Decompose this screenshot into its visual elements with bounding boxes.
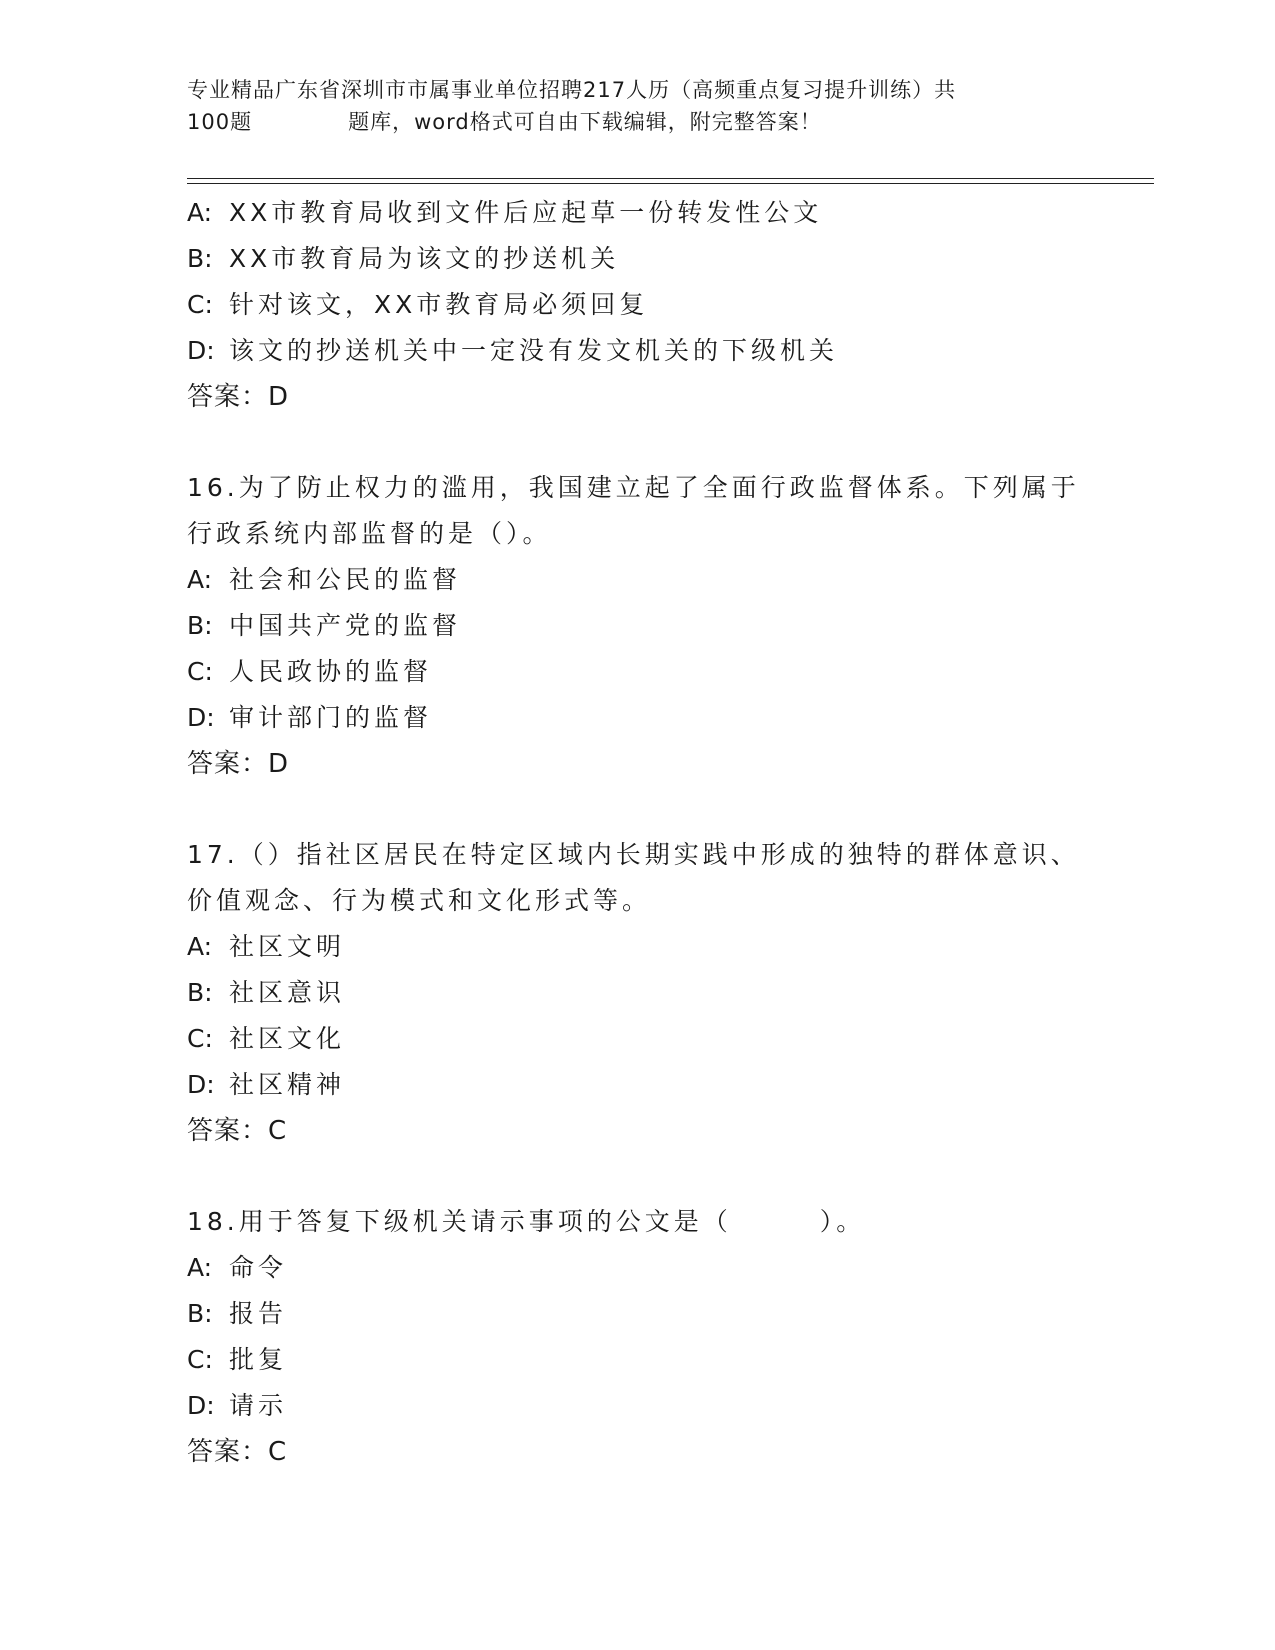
option-c: [187, 1337, 1087, 1383]
option-text: 社区意识: [229, 978, 346, 1007]
option-text: 报告: [229, 1299, 288, 1328]
header-divider-bottom: [187, 183, 1154, 184]
option-letter: D:: [187, 1070, 215, 1099]
option-text: 社会和公民的监督: [229, 565, 462, 594]
option-b: [187, 1291, 1087, 1337]
question-stem: [187, 1199, 1087, 1245]
option-c: [187, 282, 1087, 328]
option-text: 社区文明: [229, 932, 346, 961]
header-description: 题库，word格式可自由下载编辑，附完整答案！: [348, 110, 822, 134]
option-c: [187, 649, 1087, 695]
option-letter: A:: [187, 1253, 213, 1282]
option-d: [187, 328, 1087, 374]
option-letter: B:: [187, 1299, 213, 1328]
option-text: 该文的抄送机关中一定没有发文机关的下级机关: [229, 336, 839, 365]
answer-line: 答案：C: [187, 1116, 288, 1146]
option-c: [187, 1016, 1087, 1062]
option-a: [187, 190, 1087, 236]
option-a: [187, 1245, 1087, 1291]
option-text: 审计部门的监督: [229, 703, 433, 732]
header-divider-top: [187, 178, 1154, 179]
question-stem-line-2: 行政系统内部监督的是（）。: [187, 519, 552, 548]
question-stem-close: ）。: [819, 1207, 866, 1236]
option-b: [187, 970, 1087, 1016]
option-d: [187, 1062, 1087, 1108]
option-text: 批复: [229, 1345, 288, 1374]
option-letter: B:: [187, 244, 213, 273]
answer-line: 答案：C: [187, 1437, 288, 1467]
option-b: [187, 236, 1087, 282]
answer-line: 答案：D: [187, 749, 290, 779]
question-17: [187, 832, 1087, 1154]
question-15: [187, 190, 1087, 420]
option-d: [187, 1383, 1087, 1429]
option-letter: C:: [187, 290, 213, 319]
option-text: 中国共产党的监督: [229, 611, 462, 640]
option-text: 社区精神: [229, 1070, 346, 1099]
option-text: 人民政协的监督: [229, 657, 433, 686]
question-stem-line-2: 价值观念、行为模式和文化形式等。: [187, 886, 652, 915]
question-list: [187, 190, 1087, 1475]
option-a: [187, 924, 1087, 970]
header-question-count: 100题: [187, 110, 253, 134]
document-header: [187, 74, 1087, 138]
option-letter: D:: [187, 336, 215, 365]
option-text: 命令: [229, 1253, 288, 1282]
header-line-2: [187, 106, 1087, 138]
option-letter: C:: [187, 1345, 213, 1374]
question-stem-text: 18.用于答复下级机关请示事项的公文是（: [187, 1207, 732, 1236]
option-letter: C:: [187, 657, 213, 686]
option-text: 请示: [229, 1391, 288, 1420]
option-letter: A:: [187, 932, 213, 961]
option-letter: A:: [187, 565, 213, 594]
option-letter: C:: [187, 1024, 213, 1053]
question-16: [187, 465, 1087, 787]
question-stem-line-1: 16.为了防止权力的滥用，我国建立起了全面行政监督体系。下列属于: [187, 473, 1080, 502]
option-text: 针对该文，XX市教育局必须回复: [229, 290, 649, 319]
question-stem-line-1: 17.（）指社区居民在特定区域内长期实践中形成的独特的群体意识、: [187, 840, 1080, 869]
option-letter: B:: [187, 978, 213, 1007]
option-letter: D:: [187, 1391, 215, 1420]
question-18: [187, 1199, 1087, 1475]
answer-line: 答案：D: [187, 382, 290, 412]
header-line-1: 专业精品广东省深圳市市属事业单位招聘217人历（高频重点复习提升训练）共: [187, 78, 957, 102]
option-text: XX市教育局收到文件后应起草一份转发性公文: [229, 198, 823, 227]
option-a: [187, 557, 1087, 603]
option-letter: A:: [187, 198, 213, 227]
option-text: XX市教育局为该文的抄送机关: [229, 244, 620, 273]
option-letter: D:: [187, 703, 215, 732]
option-b: [187, 603, 1087, 649]
option-d: [187, 695, 1087, 741]
option-letter: B:: [187, 611, 213, 640]
option-text: 社区文化: [229, 1024, 346, 1053]
